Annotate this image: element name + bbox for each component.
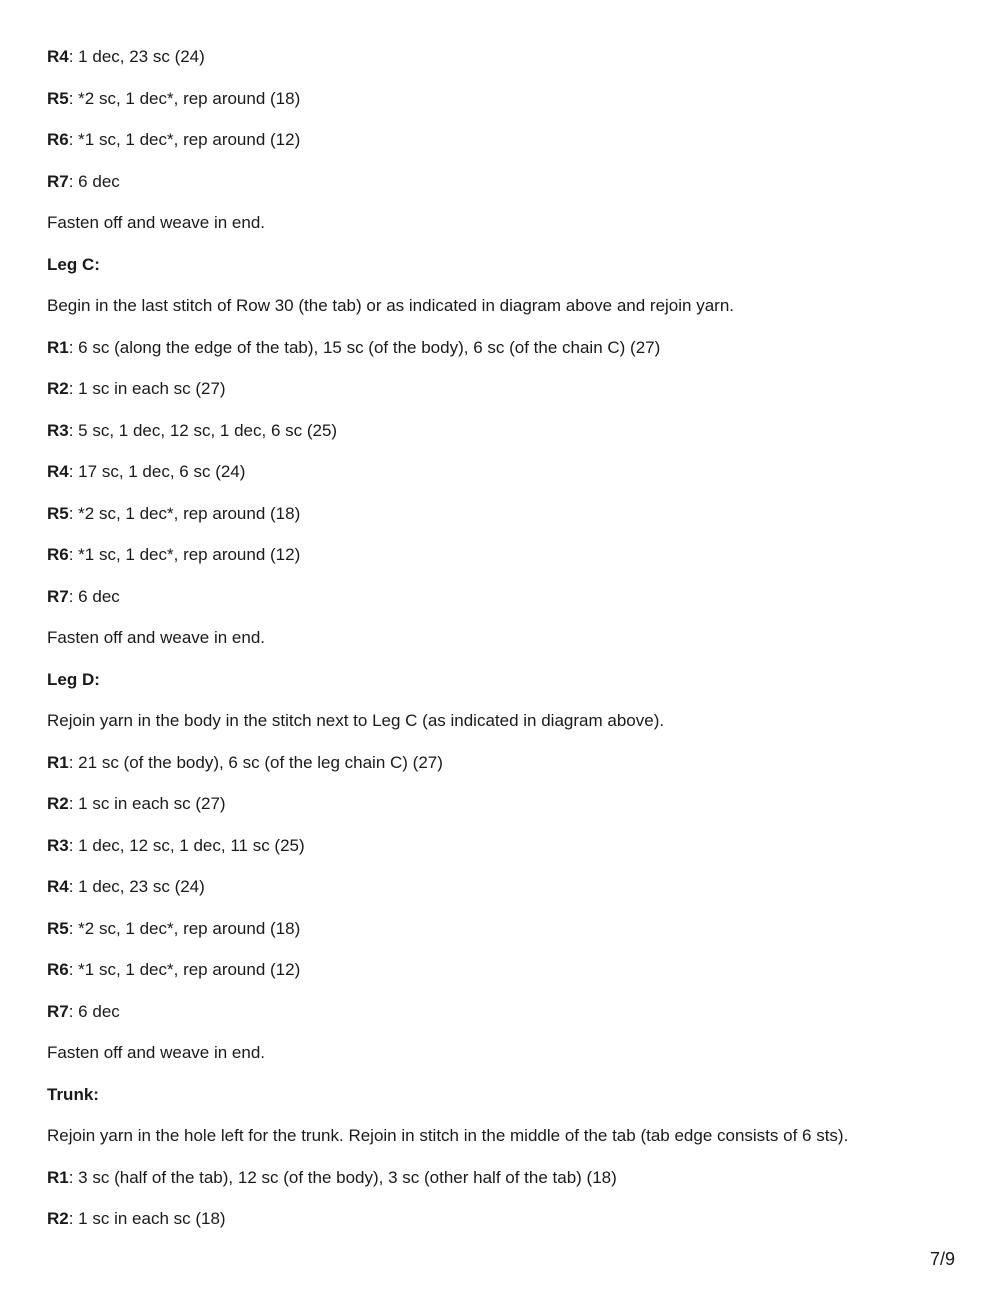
round-label: R6 [47, 130, 69, 149]
round-label: R7 [47, 586, 69, 606]
round-text: : 6 dec [68, 586, 120, 606]
round-line [47, 171, 947, 213]
round-label: R2 [47, 379, 69, 398]
round-label: R4 [47, 462, 69, 481]
round-label: R5 [47, 503, 69, 523]
round-text: : 1 dec, 23 sc (24) [68, 47, 205, 66]
page-number: 7/9 [929, 1249, 955, 1269]
round-line [47, 1208, 947, 1250]
round-line [47, 918, 947, 960]
round-line [47, 503, 947, 545]
instruction-text: Rejoin yarn in the body in the stitch next to Leg C (as indicated in diagram above). [47, 711, 665, 730]
round-text: : 17 sc, 1 dec, 6 sc (24) [68, 462, 246, 481]
round-line [47, 586, 947, 628]
round-label: R6 [47, 960, 69, 979]
round-label: R1 [47, 1167, 69, 1187]
round-label: R2 [47, 1209, 69, 1228]
section-heading-trunk: Trunk: [47, 1084, 99, 1104]
round-text: : 6 dec [68, 1001, 120, 1021]
instruction-text: Fasten off and weave in end. [47, 213, 266, 232]
round-line [47, 835, 947, 877]
round-line [47, 337, 947, 379]
instruction-text: Fasten off and weave in end. [47, 1043, 266, 1062]
round-label: R3 [47, 835, 69, 855]
round-line [47, 1167, 947, 1209]
instruction-text: Fasten off and weave in end. [47, 628, 266, 647]
round-label: R3 [47, 420, 69, 440]
round-line [47, 461, 947, 503]
round-line [47, 88, 947, 130]
round-label: R5 [47, 918, 69, 938]
round-line [47, 129, 947, 171]
round-text: : 1 sc in each sc (27) [68, 379, 226, 398]
pattern-instructions [47, 46, 947, 1250]
section-heading-leg-c: Leg C: [47, 254, 100, 274]
round-text: : 6 sc (along the edge of the tab), 15 sc (of the body), 6 sc (of the chain C) (27) [68, 337, 661, 357]
round-label: R5 [47, 88, 69, 108]
round-line [47, 752, 947, 794]
round-label: R7 [47, 171, 69, 191]
instruction-text: Rejoin yarn in the hole left for the trunk. Rejoin in stitch in the middle of the tab (tab edge consists of 6 sts). [47, 1126, 849, 1145]
round-text: : 21 sc (of the body), 6 sc (of the leg chain C) (27) [68, 752, 443, 772]
round-text: : 1 dec, 23 sc (24) [68, 877, 205, 896]
round-text: : *2 sc, 1 dec*, rep around (18) [68, 503, 301, 523]
instruction-text: Begin in the last stitch of Row 30 (the tab) or as indicated in diagram above and rejoin yarn. [47, 296, 734, 315]
round-label: R7 [47, 1001, 69, 1021]
round-label: R6 [47, 545, 69, 564]
round-text: : *2 sc, 1 dec*, rep around (18) [68, 88, 301, 108]
round-text: : *1 sc, 1 dec*, rep around (12) [68, 960, 301, 979]
round-text: : 1 sc in each sc (27) [68, 794, 226, 813]
round-label: R1 [47, 337, 69, 357]
round-line [47, 1001, 947, 1043]
round-text: : 1 sc in each sc (18) [68, 1209, 226, 1228]
round-text: : 5 sc, 1 dec, 12 sc, 1 dec, 6 sc (25) [68, 420, 338, 440]
round-line [47, 793, 947, 835]
round-label: R2 [47, 794, 69, 813]
round-text: : *1 sc, 1 dec*, rep around (12) [68, 130, 301, 149]
round-line [47, 420, 947, 462]
round-line [47, 378, 947, 420]
round-line [47, 876, 947, 918]
round-line [47, 959, 947, 1001]
round-line [47, 544, 947, 586]
round-line [47, 46, 947, 88]
round-label: R4 [47, 877, 69, 896]
round-text: : *2 sc, 1 dec*, rep around (18) [68, 918, 301, 938]
round-text: : 3 sc (half of the tab), 12 sc (of the body), 3 sc (other half of the tab) (18) [68, 1167, 617, 1187]
round-label: R4 [47, 47, 69, 66]
round-label: R1 [47, 752, 69, 772]
section-heading-leg-d: Leg D: [47, 669, 100, 689]
round-text: : 1 dec, 12 sc, 1 dec, 11 sc (25) [68, 835, 305, 855]
round-text: : *1 sc, 1 dec*, rep around (12) [68, 545, 301, 564]
round-text: : 6 dec [68, 171, 120, 191]
